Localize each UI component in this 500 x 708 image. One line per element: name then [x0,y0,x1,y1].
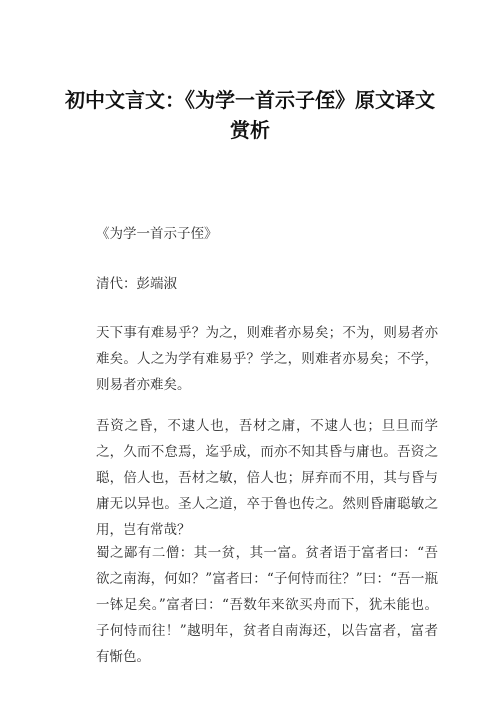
author-line: 清代：彭端淑 [96,276,177,292]
document-title: 初中文言文：《为学一首示子侄》原文译文赏析 [65,88,435,142]
poem-title: 《为学一首示子侄》 [96,226,218,242]
paragraph: 吾资之昏，不逮人也，吾材之庸，不逮人也；旦旦而学之，久而不怠焉，迄乎成，而亦不知其昏与庸也。吾资之聪，倍人也，吾材之敏，倍人也；屏弃而不用，其与昏与庸无以异也。圣人之道，卒于鲁也传之。然则昏庸聪敏之用，岂有常哉？ [96,418,438,538]
paragraph: 蜀之鄙有二僧：其一贫，其一富。贫者语于富者曰：“吾欲之南海，何如？”富者曰：“子何恃而往？”曰：“吾一瓶一钵足矣。”富者曰：“吾数年来欲买舟而下，犹未能也。子何恃而往！”越明年，贫者自南海还，以告富者，富者有惭色。 [96,545,438,665]
paragraph: 天下事有难易乎？为之，则难者亦易矣；不为，则易者亦难矣。人之为学有难易乎？学之，则难者亦易矣；不学，则易者亦难矣。 [96,325,438,393]
